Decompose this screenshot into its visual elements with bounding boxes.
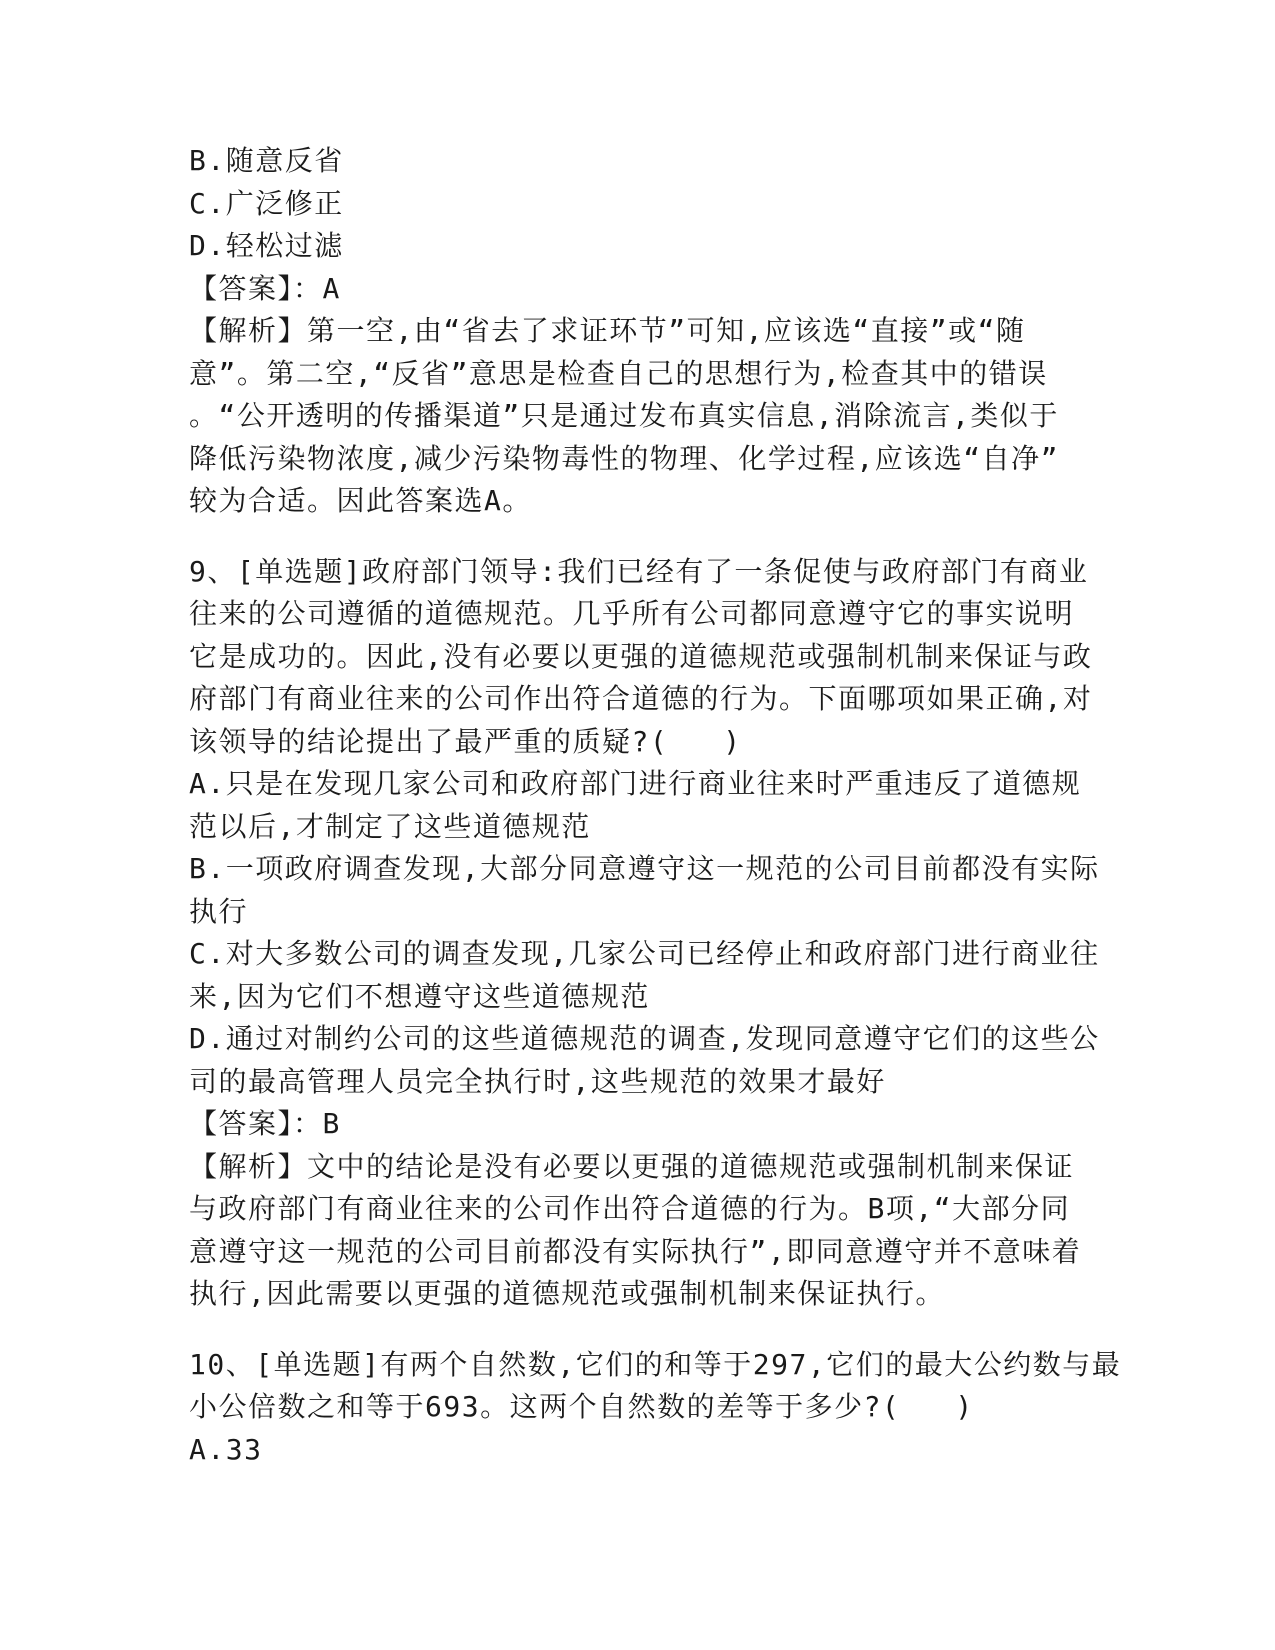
q8-option-d: D.轻松过滤 bbox=[189, 229, 344, 262]
q10-stem-line: 小公倍数之和等于693。这两个自然数的差等于多少?( ) bbox=[189, 1390, 974, 1423]
document-page bbox=[189, 140, 1122, 1471]
q9-option-a: A.只是在发现几家公司和政府部门进行商业往来时严重违反了道德规 bbox=[189, 767, 1082, 800]
q9-option-d-cont: 司的最高管理人员完全执行时,这些规范的效果才最好 bbox=[189, 1064, 886, 1098]
q9-analysis-line: 意遵守这一规范的公司目前都没有实际执行”,即同意遵守并不意味着 bbox=[189, 1234, 1082, 1268]
q8-option-c: C.广泛修正 bbox=[189, 186, 344, 220]
q10-stem-line: 10、[单选题]有两个自然数,它们的和等于297,它们的最大公约数与最 bbox=[189, 1347, 1122, 1381]
q9-option-c: C.对大多数公司的调查发现,几家公司已经停止和政府部门进行商业往 bbox=[189, 937, 1100, 970]
q9-stem-line: 府部门有商业往来的公司作出符合道德的行为。下面哪项如果正确,对 bbox=[189, 682, 1093, 715]
question-8-section bbox=[189, 140, 1089, 523]
section-gap bbox=[189, 523, 1089, 551]
q9-analysis-line: 执行,因此需要以更强的道德规范或强制机制来保证执行。 bbox=[189, 1277, 945, 1310]
q8-analysis-line: 意”。第二空,“反省”意思是检查自己的思想行为,检查其中的错误 bbox=[189, 356, 1048, 390]
q9-stem-line: 9、[单选题]政府部门领导:我们已经有了一条促使与政府部门有商业 bbox=[189, 554, 1089, 588]
q8-answer: 【答案】：A bbox=[189, 271, 341, 305]
q9-option-b: B.一项政府调查发现,大部分同意遵守这一规范的公司目前都没有实际 bbox=[189, 852, 1100, 885]
section-gap bbox=[189, 1316, 1089, 1344]
q9-answer: 【答案】：B bbox=[189, 1107, 341, 1140]
q9-option-c-cont: 来,因为它们不想遵守这些道德规范 bbox=[189, 979, 650, 1013]
q9-analysis-line: 【解析】文中的结论是没有必要以更强的道德规范或强制机制来保证 bbox=[189, 1149, 1075, 1183]
q9-option-d: D.通过对制约公司的这些道德规范的调查,发现同意遵守它们的这些公 bbox=[189, 1022, 1100, 1055]
q9-stem-line: 它是成功的。因此,没有必要以更强的道德规范或强制机制来保证与政 bbox=[189, 639, 1093, 673]
q8-analysis-line: 较为合适。因此答案选A。 bbox=[189, 484, 532, 517]
question-9-section bbox=[189, 551, 1100, 1316]
q9-stem-line: 该领导的结论提出了最严重的质疑?( ) bbox=[189, 724, 742, 758]
q8-analysis-line: 【解析】第一空,由“省去了求证环节”可知,应该选“直接”或“随 bbox=[189, 314, 1026, 347]
q9-stem-line: 往来的公司遵循的道德规范。几乎所有公司都同意遵守它的事实说明 bbox=[189, 597, 1075, 630]
q8-analysis-line: 。“公开透明的传播渠道”只是通过发布真实信息,消除流言,类似于 bbox=[189, 399, 1059, 432]
q10-option-a: A.33 bbox=[189, 1432, 263, 1466]
q9-analysis-line: 与政府部门有商业往来的公司作出符合道德的行为。B项,“大部分同 bbox=[189, 1192, 1071, 1225]
q8-analysis-line: 降低污染物浓度,减少污染物毒性的物理、化学过程,应该选“自净” bbox=[189, 441, 1059, 475]
q8-option-b: B.随意反省 bbox=[189, 144, 344, 177]
q9-option-a-cont: 范以后,才制定了这些道德规范 bbox=[189, 809, 591, 843]
q9-option-b-cont: 执行 bbox=[189, 894, 249, 928]
question-10-section bbox=[189, 1344, 1122, 1472]
